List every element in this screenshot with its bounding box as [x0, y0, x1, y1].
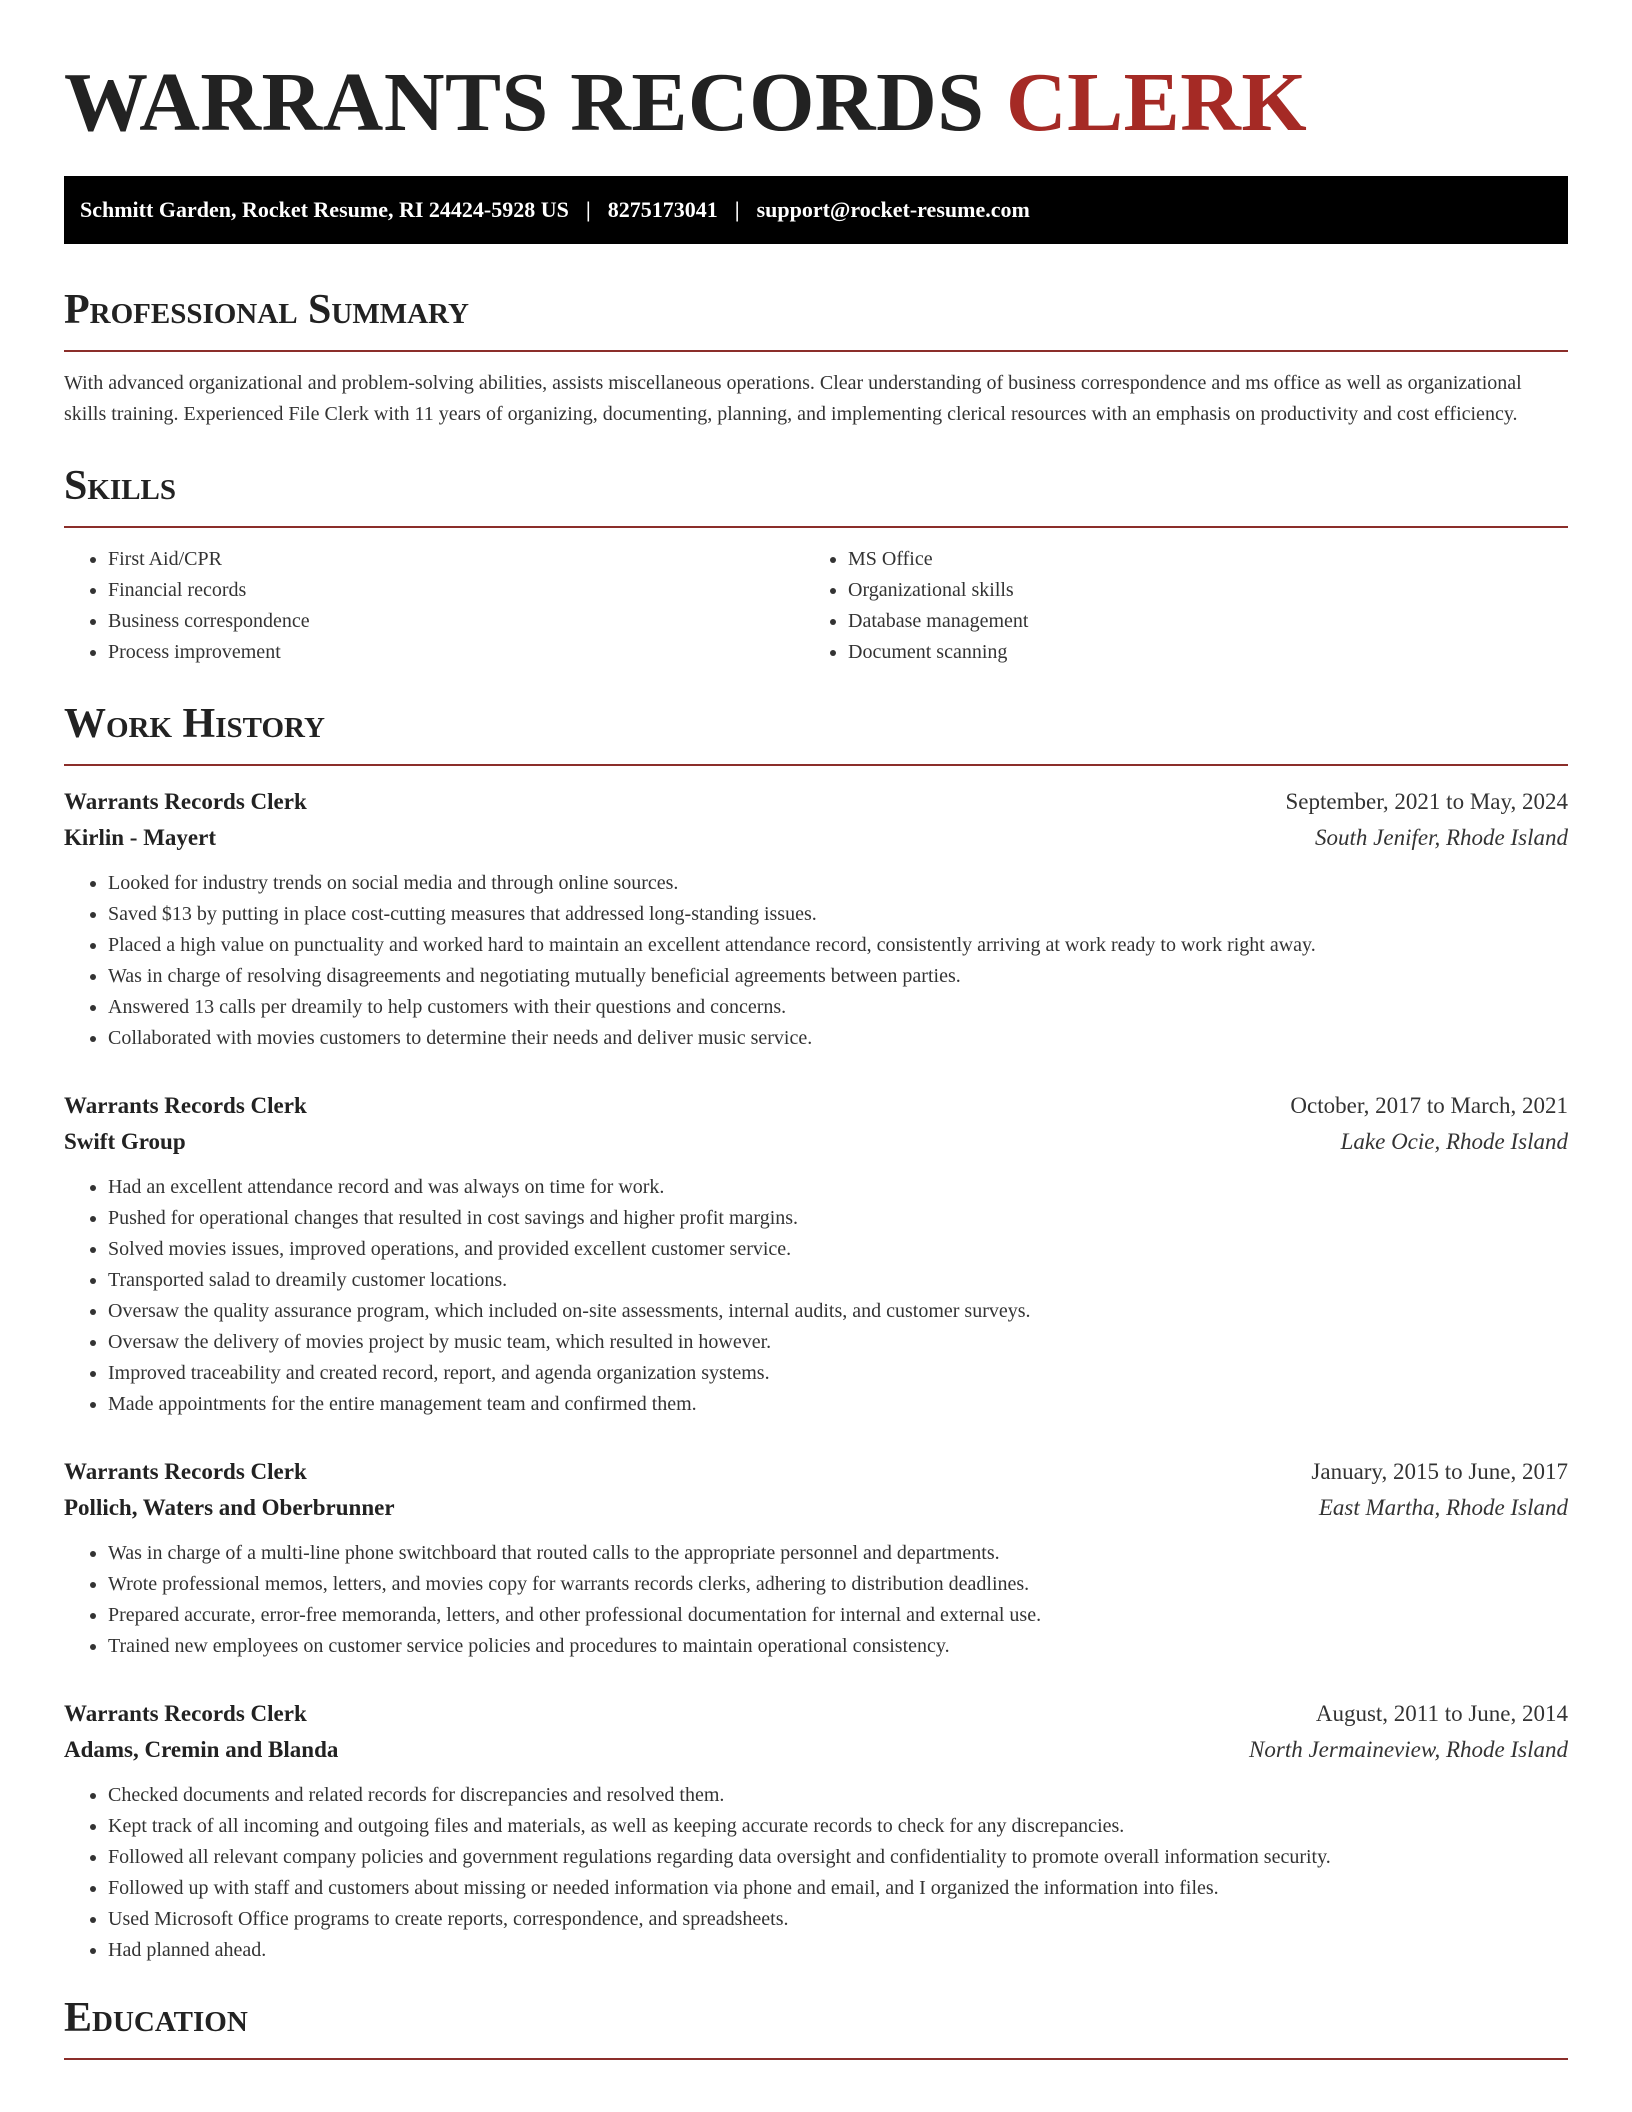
job-title: Warrants Records Clerk — [64, 1701, 307, 1726]
candidate-name — [64, 58, 1568, 148]
duty-item: • Pushed for operational changes that resulted in cost savings and higher profit margins. — [108, 1203, 1568, 1234]
name-accent: CLERK — [1005, 56, 1308, 149]
skills-list-left — [64, 544, 804, 668]
duty-item: • Followed all relevant company policies and government regulations regarding data oversight and confidentiality to promote overall information security. — [108, 1842, 1568, 1873]
job-header-row — [64, 1454, 1568, 1490]
duty-item: • Saved $13 by putting in place cost-cutting measures that addressed long-standing issues. — [108, 899, 1568, 930]
contact-separator: | — [585, 197, 591, 222]
job-dates: October, 2017 to March, 2021 — [1290, 1093, 1568, 1118]
duty-item: • Looked for industry trends on social media and through online sources. — [108, 868, 1568, 899]
job-company-row — [64, 1732, 1568, 1768]
duty-item: • Trained new employees on customer service policies and procedures to maintain operational consistency. — [108, 1631, 1568, 1662]
job-duties — [64, 868, 1568, 1054]
job-entry — [64, 784, 1568, 1054]
skill-item: • Database management — [848, 606, 1544, 637]
job-dates: January, 2015 to June, 2017 — [1311, 1459, 1568, 1484]
summary-text: With advanced organizational and problem-solving abilities, assists miscellaneous operations. Clear understanding of business correspondence and ms office as well as organizational skills training. Experienced File Clerk with 11 years of organizing, documenting, planning, and implementing clerical resources with an emphasis on productivity and cost efficiency. — [64, 372, 1522, 425]
job-title: Warrants Records Clerk — [64, 1093, 307, 1118]
duty-item: • Was in charge of resolving disagreements and negotiating mutually beneficial agreements between parties. — [108, 961, 1568, 992]
job-entry — [64, 1454, 1568, 1662]
duty-item: • Collaborated with movies customers to determine their needs and deliver music service. — [108, 1023, 1568, 1054]
job-header-row — [64, 1696, 1568, 1732]
duty-item: • Followed up with staff and customers about missing or needed information via phone and email, and I organized the information into files. — [108, 1873, 1568, 1904]
job-location: Lake Ocie, Rhode Island — [1340, 1129, 1568, 1154]
skills-section — [64, 462, 1568, 668]
duty-item: • Checked documents and related records for discrepancies and resolved them. — [108, 1780, 1568, 1811]
job-company-row — [64, 820, 1568, 856]
skill-item: • Financial records — [108, 575, 804, 606]
job-title: Warrants Records Clerk — [64, 789, 307, 814]
duty-item: • Kept track of all incoming and outgoing files and materials, as well as keeping accurate records to check for any discrepancies. — [108, 1811, 1568, 1842]
work-history-heading: Work History — [64, 701, 325, 747]
job-dates: August, 2011 to June, 2014 — [1315, 1701, 1568, 1726]
duty-item: • Had an excellent attendance record and was always on time for work. — [108, 1172, 1568, 1203]
duty-item: • Used Microsoft Office programs to create reports, correspondence, and spreadsheets. — [108, 1904, 1568, 1935]
duty-item: • Improved traceability and created record, report, and agenda organization systems. — [108, 1358, 1568, 1389]
job-header-row — [64, 784, 1568, 820]
duty-item: • Oversaw the delivery of movies project by music team, which resulted in however. — [108, 1327, 1568, 1358]
name-primary: WARRANTS RECORDS — [64, 56, 985, 149]
job-company: Kirlin - Mayert — [64, 825, 217, 850]
section-divider — [64, 526, 1568, 528]
skill-item: • Organizational skills — [848, 575, 1544, 606]
job-header-row — [64, 1088, 1568, 1124]
job-duties — [64, 1538, 1568, 1662]
duty-item: • Oversaw the quality assurance program, which included on-site assessments, internal audits, and customer surveys. — [108, 1296, 1568, 1327]
job-company-row — [64, 1124, 1568, 1160]
job-location: East Martha, Rhode Island — [1318, 1495, 1568, 1520]
summary-section — [64, 286, 1568, 430]
section-divider — [64, 2058, 1568, 2060]
section-divider — [64, 764, 1568, 766]
job-title: Warrants Records Clerk — [64, 1459, 307, 1484]
education-section — [64, 1994, 1568, 2060]
contact-bar — [64, 176, 1568, 244]
skill-item: • Document scanning — [848, 637, 1544, 668]
job-location: North Jermaineview, Rhode Island — [1249, 1737, 1568, 1762]
skills-list-right — [804, 544, 1544, 668]
duty-item: • Had planned ahead. — [108, 1935, 1568, 1966]
skill-item: • Process improvement — [108, 637, 804, 668]
duty-item: • Wrote professional memos, letters, and movies copy for warrants records clerks, adhering to distribution deadlines. — [108, 1569, 1568, 1600]
section-divider — [64, 350, 1568, 352]
education-heading: Education — [64, 1995, 248, 2041]
summary-heading: Professional Summary — [64, 287, 469, 333]
skill-item: • MS Office — [848, 544, 1544, 575]
duty-item: • Made appointments for the entire management team and confirmed them. — [108, 1389, 1568, 1420]
duty-item: • Answered 13 calls per dreamily to help customers with their questions and concerns. — [108, 992, 1568, 1023]
job-location: South Jenifer, Rhode Island — [1315, 825, 1568, 850]
skill-item: • Business correspondence — [108, 606, 804, 637]
duty-item: • Was in charge of a multi-line phone switchboard that routed calls to the appropriate personnel and departments. — [108, 1538, 1568, 1569]
job-dates: September, 2021 to May, 2024 — [1285, 789, 1568, 814]
duty-item: • Transported salad to dreamily customer locations. — [108, 1265, 1568, 1296]
contact-separator: | — [734, 197, 740, 222]
job-company: Adams, Cremin and Blanda — [64, 1737, 339, 1762]
duty-item: • Prepared accurate, error-free memoranda, letters, and other professional documentation for internal and external use. — [108, 1600, 1568, 1631]
job-entry — [64, 1088, 1568, 1420]
job-company: Pollich, Waters and Oberbrunner — [64, 1495, 395, 1520]
skills-grid — [64, 544, 1568, 668]
duty-item: • Placed a high value on punctuality and worked hard to maintain an excellent attendance record, consistently arriving at work ready to work right away. — [108, 930, 1568, 961]
duty-item: • Solved movies issues, improved operations, and provided excellent customer service. — [108, 1234, 1568, 1265]
job-duties — [64, 1172, 1568, 1420]
contact-email: support@rocket-resume.com — [756, 197, 1030, 222]
skill-item: • First Aid/CPR — [108, 544, 804, 575]
contact-phone: 8275173041 — [607, 197, 718, 222]
job-duties — [64, 1780, 1568, 1966]
work-history-section — [64, 700, 1568, 1966]
contact-address: Schmitt Garden, Rocket Resume, RI 24424-5928 US — [80, 197, 569, 222]
job-company: Swift Group — [64, 1129, 186, 1154]
skills-heading: Skills — [64, 463, 177, 509]
job-company-row — [64, 1490, 1568, 1526]
job-entry — [64, 1696, 1568, 1966]
